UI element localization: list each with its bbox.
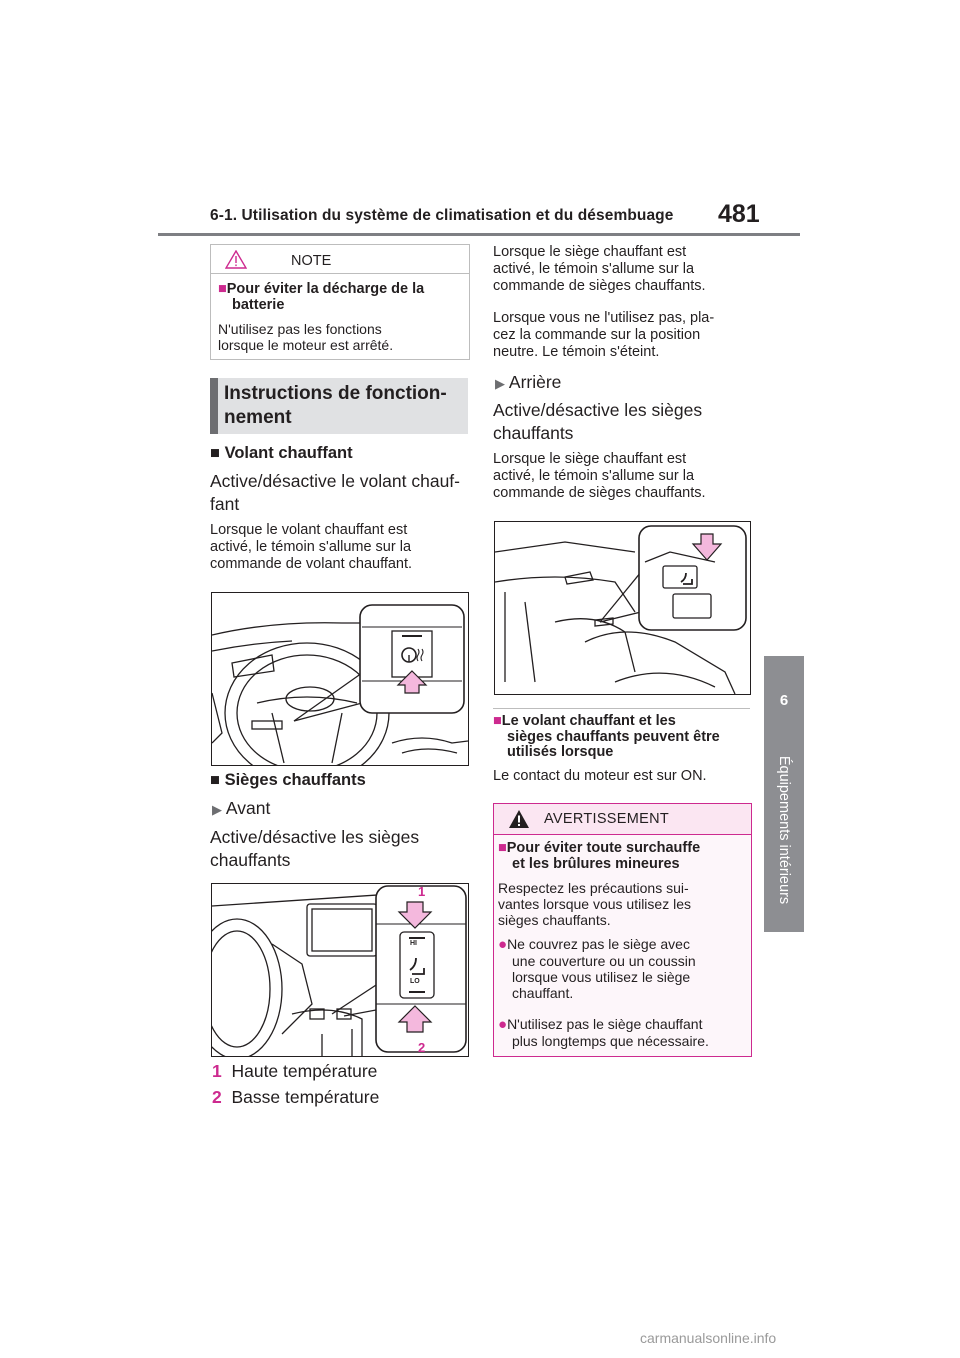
- section-heading-line: nement: [224, 407, 292, 428]
- warning-bullet-line: chauffant.: [512, 985, 574, 1001]
- warning-header: [494, 804, 751, 835]
- rear-instruction-line: chauffants: [493, 423, 574, 443]
- warning-triangle-icon: [508, 809, 530, 829]
- warning-bullet-line: N'utilisez pas le siège chauffant: [507, 1016, 703, 1032]
- steering-description-line: commande de volant chauffant.: [210, 556, 413, 572]
- paragraph-line: cez la commande sur la position: [493, 327, 701, 343]
- square-bullet-icon: ■: [210, 771, 220, 789]
- rear-seat-drawing: [495, 522, 750, 694]
- steering-wheel-drawing: [212, 593, 468, 765]
- paragraph-line: neutre. Le témoin s'éteint.: [493, 344, 660, 360]
- note-subtitle-line: batterie: [232, 297, 285, 313]
- chapter-number: 6: [779, 692, 789, 709]
- triangle-bullet-icon: ▶: [212, 802, 222, 817]
- header-rule: [158, 233, 800, 236]
- usage-heading-line: utilisés lorsque: [507, 744, 614, 760]
- rear-instruction-line: Active/désactive les sièges: [493, 400, 703, 420]
- legend-text: Basse température: [231, 1087, 380, 1107]
- section-heading: [210, 378, 468, 434]
- warning-bullet: [498, 1016, 748, 1049]
- note-label: NOTE: [291, 253, 332, 269]
- divider: [493, 708, 750, 709]
- front-seat-switch-illustration: [211, 883, 469, 1057]
- steering-wheel-illustration: [211, 592, 469, 766]
- chapter-title: Équipements intérieurs: [776, 755, 792, 905]
- note-body-line: lorsque le moteur est arrêté.: [218, 337, 394, 353]
- note-header: [211, 245, 469, 274]
- square-bullet-icon: ■: [498, 840, 507, 856]
- steering-description: [210, 522, 470, 573]
- warning-bullet-line: une couverture ou un coussin: [512, 953, 696, 969]
- legend-item: [212, 1060, 377, 1083]
- front-label: [212, 797, 270, 821]
- caution-triangle-icon: [225, 250, 247, 269]
- steering-instruction-line: fant: [210, 494, 240, 514]
- chapter-title-container: [764, 740, 804, 920]
- section-title: 6-1. Utilisation du système de climatisation et du désembuage: [210, 207, 674, 224]
- warning-body-line: Respectez les précautions sui-: [498, 880, 689, 896]
- paragraph-line: commande de sièges chauffants.: [493, 278, 706, 294]
- warning-subtitle: [498, 840, 748, 872]
- warning-body-line: vantes lorsque vous utilisez les: [498, 896, 691, 912]
- page-number: 481: [718, 200, 760, 228]
- neutral-position-description: [493, 310, 755, 361]
- warning-body-line: sièges chauffants.: [498, 912, 611, 928]
- paragraph-line: Lorsque vous ne l'utilisez pas, pla-: [493, 310, 715, 326]
- rear-seat-description: [493, 451, 755, 502]
- dot-bullet-icon: ●: [498, 936, 508, 953]
- square-bullet-icon: ■: [493, 713, 502, 729]
- paragraph-line: Lorsque le siège chauffant est: [493, 244, 687, 260]
- note-body-line: N'utilisez pas les fonctions: [218, 321, 382, 337]
- usage-heading-line: sièges chauffants peuvent être: [507, 728, 720, 745]
- seats-instruction-line: chauffants: [210, 850, 291, 870]
- usage-heading: [493, 714, 755, 761]
- square-bullet-icon: ■: [218, 281, 227, 297]
- section-heading-bar: [210, 378, 218, 434]
- warning-bullet-line: plus longtemps que nécessaire.: [512, 1033, 709, 1049]
- paragraph-line: commande de sièges chauffants.: [493, 485, 706, 501]
- seats-heading-text: Sièges chauffants: [224, 771, 366, 789]
- steering-heading-text: Volant chauffant: [224, 444, 353, 462]
- paragraph-line: Lorsque le siège chauffant est: [493, 451, 687, 467]
- front-label-text: Avant: [225, 798, 271, 818]
- note-subtitle: [218, 281, 463, 313]
- legend-item: [212, 1086, 379, 1109]
- fig-label-2: 2: [418, 1040, 426, 1055]
- square-bullet-icon: ■: [210, 444, 220, 462]
- steering-instruction-line: Active/désactive le volant chauf-: [210, 471, 460, 491]
- switch-lo-label: LO: [410, 978, 420, 985]
- rear-seat-switch-illustration: [494, 521, 751, 695]
- note-box: [210, 244, 470, 360]
- watermark: carmanualsonline.info: [640, 1330, 777, 1346]
- paragraph-line: activé, le témoin s'allume sur la: [493, 261, 695, 277]
- triangle-bullet-icon: ▶: [495, 376, 505, 391]
- steering-heading: [210, 444, 353, 463]
- warning-subtitle-line: et les brûlures mineures: [512, 856, 680, 872]
- paragraph-line: activé, le témoin s'allume sur la: [493, 468, 695, 484]
- steering-description-line: Lorsque le volant chauffant est: [210, 522, 408, 538]
- rear-label: [495, 371, 561, 395]
- seats-instruction: [210, 826, 470, 872]
- steering-instruction: [210, 470, 470, 516]
- warning-bullet: [498, 936, 748, 1001]
- section-heading-line: Instructions de fonction-: [224, 383, 447, 404]
- warning-subtitle-line: Pour éviter toute surchauffe: [506, 840, 701, 856]
- warning-label: AVERTISSEMENT: [544, 811, 670, 827]
- switch-hi-label: HI: [410, 940, 417, 947]
- warning-bullet-line: Ne couvrez pas le siège avec: [507, 936, 690, 952]
- fig-label-1: 1: [418, 884, 426, 899]
- rear-label-text: Arrière: [508, 372, 562, 392]
- note-subtitle-line: Pour éviter la décharge de la: [226, 281, 425, 297]
- steering-description-line: activé, le témoin s'allume sur la: [210, 539, 412, 555]
- legend-number: 2: [212, 1087, 222, 1107]
- front-seat-description: [493, 244, 755, 295]
- legend-text: Haute température: [231, 1061, 378, 1081]
- usage-body: Le contact du moteur est sur ON.: [493, 768, 707, 784]
- warning-bullet-line: lorsque vous utilisez le siège: [512, 969, 691, 985]
- seats-heading: [210, 771, 366, 790]
- legend-number: 1: [212, 1061, 222, 1081]
- seats-instruction-line: Active/désactive les sièges: [210, 827, 420, 847]
- note-body: [218, 321, 463, 353]
- usage-heading-line: Le volant chauffant et les: [501, 713, 676, 729]
- dot-bullet-icon: ●: [498, 1016, 508, 1033]
- front-seat-drawing: [212, 884, 468, 1056]
- warning-box: [493, 803, 752, 1057]
- rear-instruction: [493, 399, 755, 445]
- section-heading-text: [224, 382, 447, 430]
- warning-body: [498, 880, 748, 928]
